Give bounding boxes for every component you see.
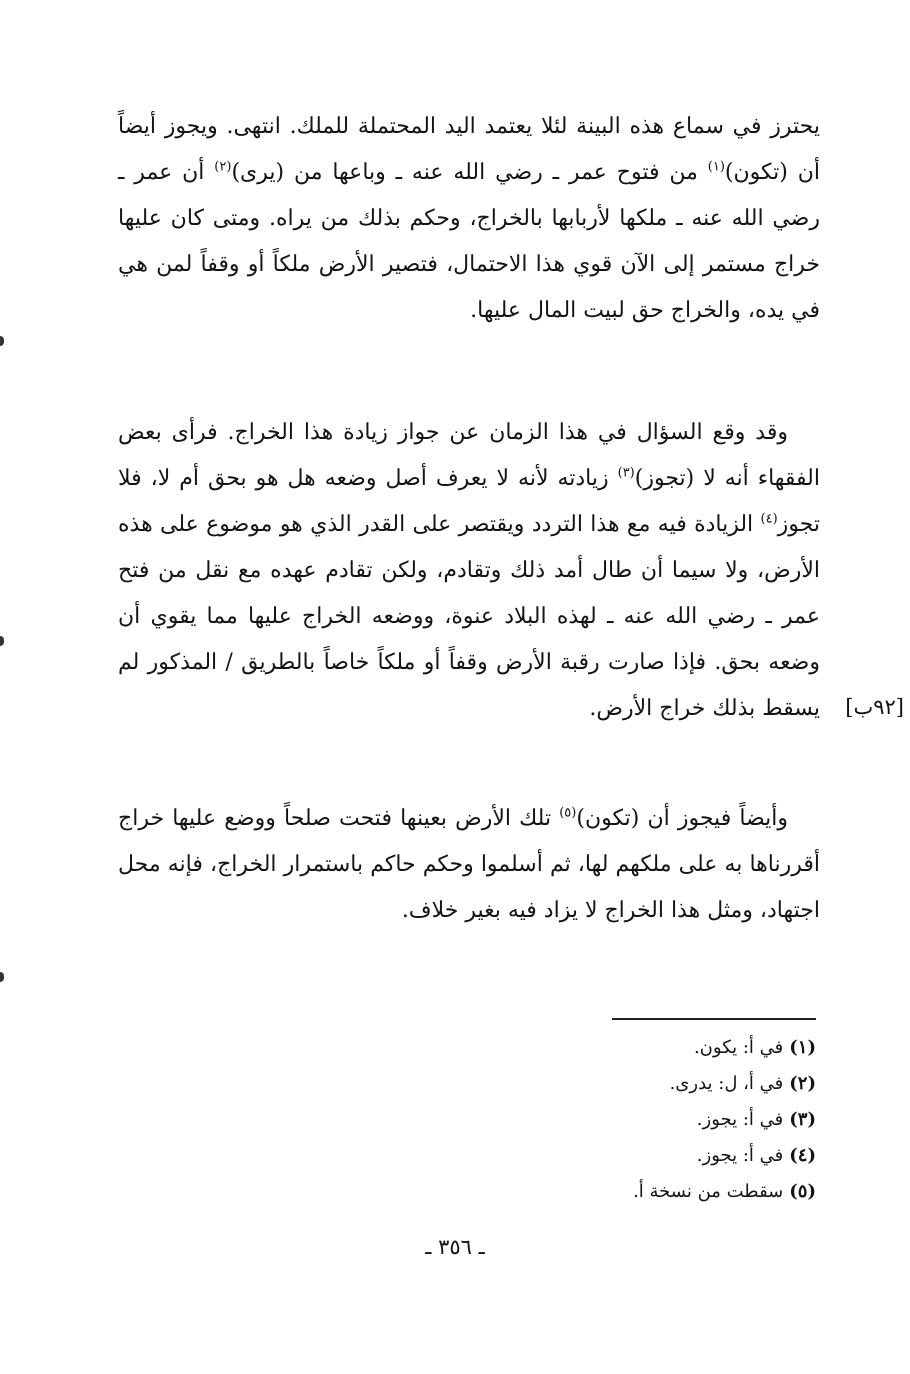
footnote-ref: (٢) [214,159,232,175]
paragraph-text: وقد وقع السؤال في هذا الزمان عن جواز زيادة هذا الخراج. فرأى بعض الفقهاء أنه لا (تجوز) [118,420,820,491]
footnote-text: في أ، ل: يدرى. [669,1073,784,1094]
footnote-item [396,1174,816,1210]
footnote-ref: (٣) [617,465,635,481]
footnote-number: (٣) [789,1109,816,1130]
footnote-ref: (٥) [559,805,577,821]
paragraph-text: يحترز في سماع هذه البينة لئلا يعتمد اليد المحتملة للملك. انتهى. ويجوز أيضاً أن (تكون) [118,114,820,185]
page-number: ـ ٣٥٦ ـ [425,1235,485,1259]
footnote-text: في أ: يجوز. [696,1145,784,1166]
footnote-text: سقطت من نسخة أ. [633,1181,784,1202]
body-paragraph-3 [118,796,820,934]
footnote-text: في أ: يكون. [693,1037,784,1058]
paragraph-text: من فتوح عمر ـ رضي الله عنه ـ وباعها من (يرى) [231,160,708,185]
edge-mark [0,972,4,982]
footnote-ref: (٤) [760,511,778,527]
body-paragraph-2 [118,410,820,732]
footnote-item [396,1138,816,1174]
paragraph-text: تلك الأرض بعينها فتحت صلحاً ووضع عليها خراج أقررناها به على ملكهم لها، ثم أسلموا وحكم حاكم باستمرار الخراج، فإنه محل اجتهاد، ومثل هذا الخراج لا يزاد فيه بغير خلاف. [118,806,820,923]
footnote-ref: (١) [707,159,725,175]
footnote-item [396,1066,816,1102]
paragraph-text: وأيضاً فيجوز أن (تكون) [576,806,788,831]
footnote-item [396,1102,816,1138]
footnote-number: (٤) [789,1145,816,1166]
paragraph-text: زيادته لأنه لا يعرف أصل وضعه هل هو بحق أم لا، فلا تجوز [118,466,820,537]
body-paragraph-1 [118,104,820,334]
footnotes-list [396,1030,816,1210]
footnote-divider [612,1018,816,1020]
footnote-number: (١) [789,1037,816,1058]
footnote-item [396,1030,816,1066]
footnote-number: (٢) [789,1073,816,1094]
paragraph-text: أن عمر ـ رضي الله عنه ـ ملكها لأربابها بالخراج، وحكم بذلك من يراه. ومتى كان عليها خراج مستمر إلى الآن قوي هذا الاحتمال، فتصير الأرض ملكاً أو وقفاً لمن هي في يده، والخراج حق لبيت المال عليها. [118,160,820,323]
paragraph-text: الزيادة فيه مع هذا التردد ويقتصر على القدر الذي هو موضوع على هذه الأرض، ولا سيما أن طال أمد ذلك وتقادم، ولكن تقادم عهده مع نقل من فتح عمر ـ رضي الله عنه ـ لهذه البلاد عنوة، ووضعه الخراج عليها مما يقوي أن وضعه بحق. فإذا صارت رقبة الأرض وقفاً أو ملكاً خاصاً بالطريق / المذكور لم يسقط بذلك خراج الأرض. [118,512,820,721]
edge-mark [0,636,4,646]
footnote-number: (٥) [789,1181,816,1202]
edge-mark [0,336,4,346]
footnote-text: في أ: يجوز. [696,1109,784,1130]
manuscript-folio-marker: [٩٢ب] [845,695,904,719]
